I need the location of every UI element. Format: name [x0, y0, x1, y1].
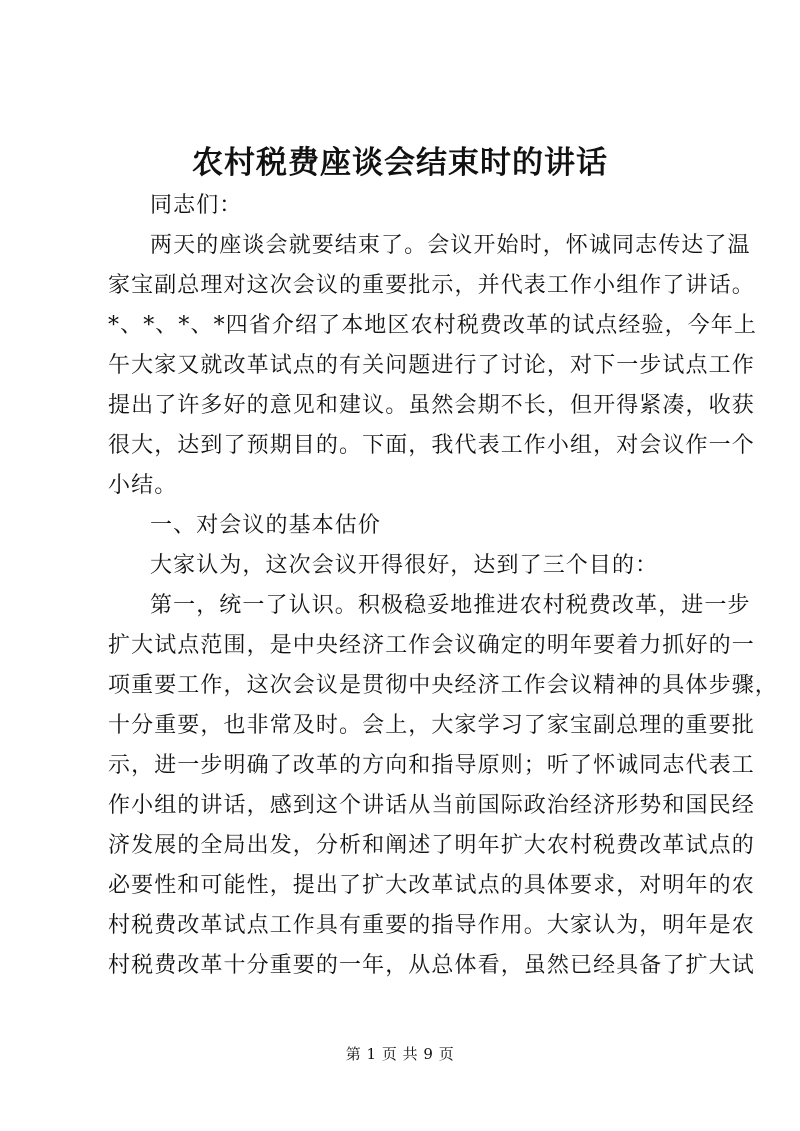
- document-body: [108, 186, 778, 986]
- paragraph-line: 扩大试点范围，是中央经济工作会议确定的明年要着力抓好的一: [108, 633, 755, 658]
- paragraph-line: 第一，统一了认识。积极稳妥地推进农村税费改革，进一步: [150, 593, 751, 618]
- paragraph-line: 作小组的讲话，感到这个讲话从当前国际政治经济形势和国民经: [108, 793, 755, 818]
- paragraph-line: 提出了许多好的意见和建议。虽然会期不长，但开得紧凑，收获: [108, 393, 755, 418]
- paragraph-line: 大家认为，这次会议开得很好，达到了三个目的：: [150, 553, 659, 578]
- paragraph-line: 午大家又就改革试点的有关问题进行了讨论，对下一步试点工作: [108, 353, 755, 378]
- paragraph-line: 必要性和可能性，提出了扩大改革试点的具体要求，对明年的农: [108, 873, 755, 898]
- paragraph-line: 家宝副总理对这次会议的重要批示，并代表工作小组作了讲话。: [108, 273, 755, 298]
- section-heading: 一、对会议的基本估价: [150, 513, 382, 538]
- paragraph-line: 示，进一步明确了改革的方向和指导原则；听了怀诚同志代表工: [108, 753, 755, 778]
- paragraph-line: *、*、*、*四省介绍了本地区农村税费改革的试点经验，今年上: [108, 313, 758, 338]
- paragraph-line: 很大，达到了预期目的。下面，我代表工作小组，对会议作一个: [108, 433, 755, 458]
- paragraph-line: 十分重要，也非常及时。会上，大家学习了家宝副总理的重要批: [108, 713, 755, 738]
- paragraph-line: 济发展的全局出发，分析和阐述了明年扩大农村税费改革试点的: [108, 833, 755, 858]
- paragraph-line: 村税费改革试点工作具有重要的指导作用。大家认为，明年是农: [108, 913, 755, 938]
- paragraph-line: 小结。: [108, 473, 178, 498]
- paragraph-line: 村税费改革十分重要的一年，从总体看，虽然已经具备了扩大试: [108, 953, 755, 978]
- document-title: 农村税费座谈会结束时的讲话: [192, 145, 608, 181]
- paragraph-line: 两天的座谈会就要结束了。会议开始时，怀诚同志传达了温: [150, 233, 751, 258]
- page-footer: 第 1 页 共 9 页: [345, 1045, 455, 1063]
- paragraph-line: 项重要工作，这次会议是贯彻中央经济工作会议精神的具体步骤，: [108, 673, 778, 698]
- salutation-line: 同志们：: [150, 193, 243, 218]
